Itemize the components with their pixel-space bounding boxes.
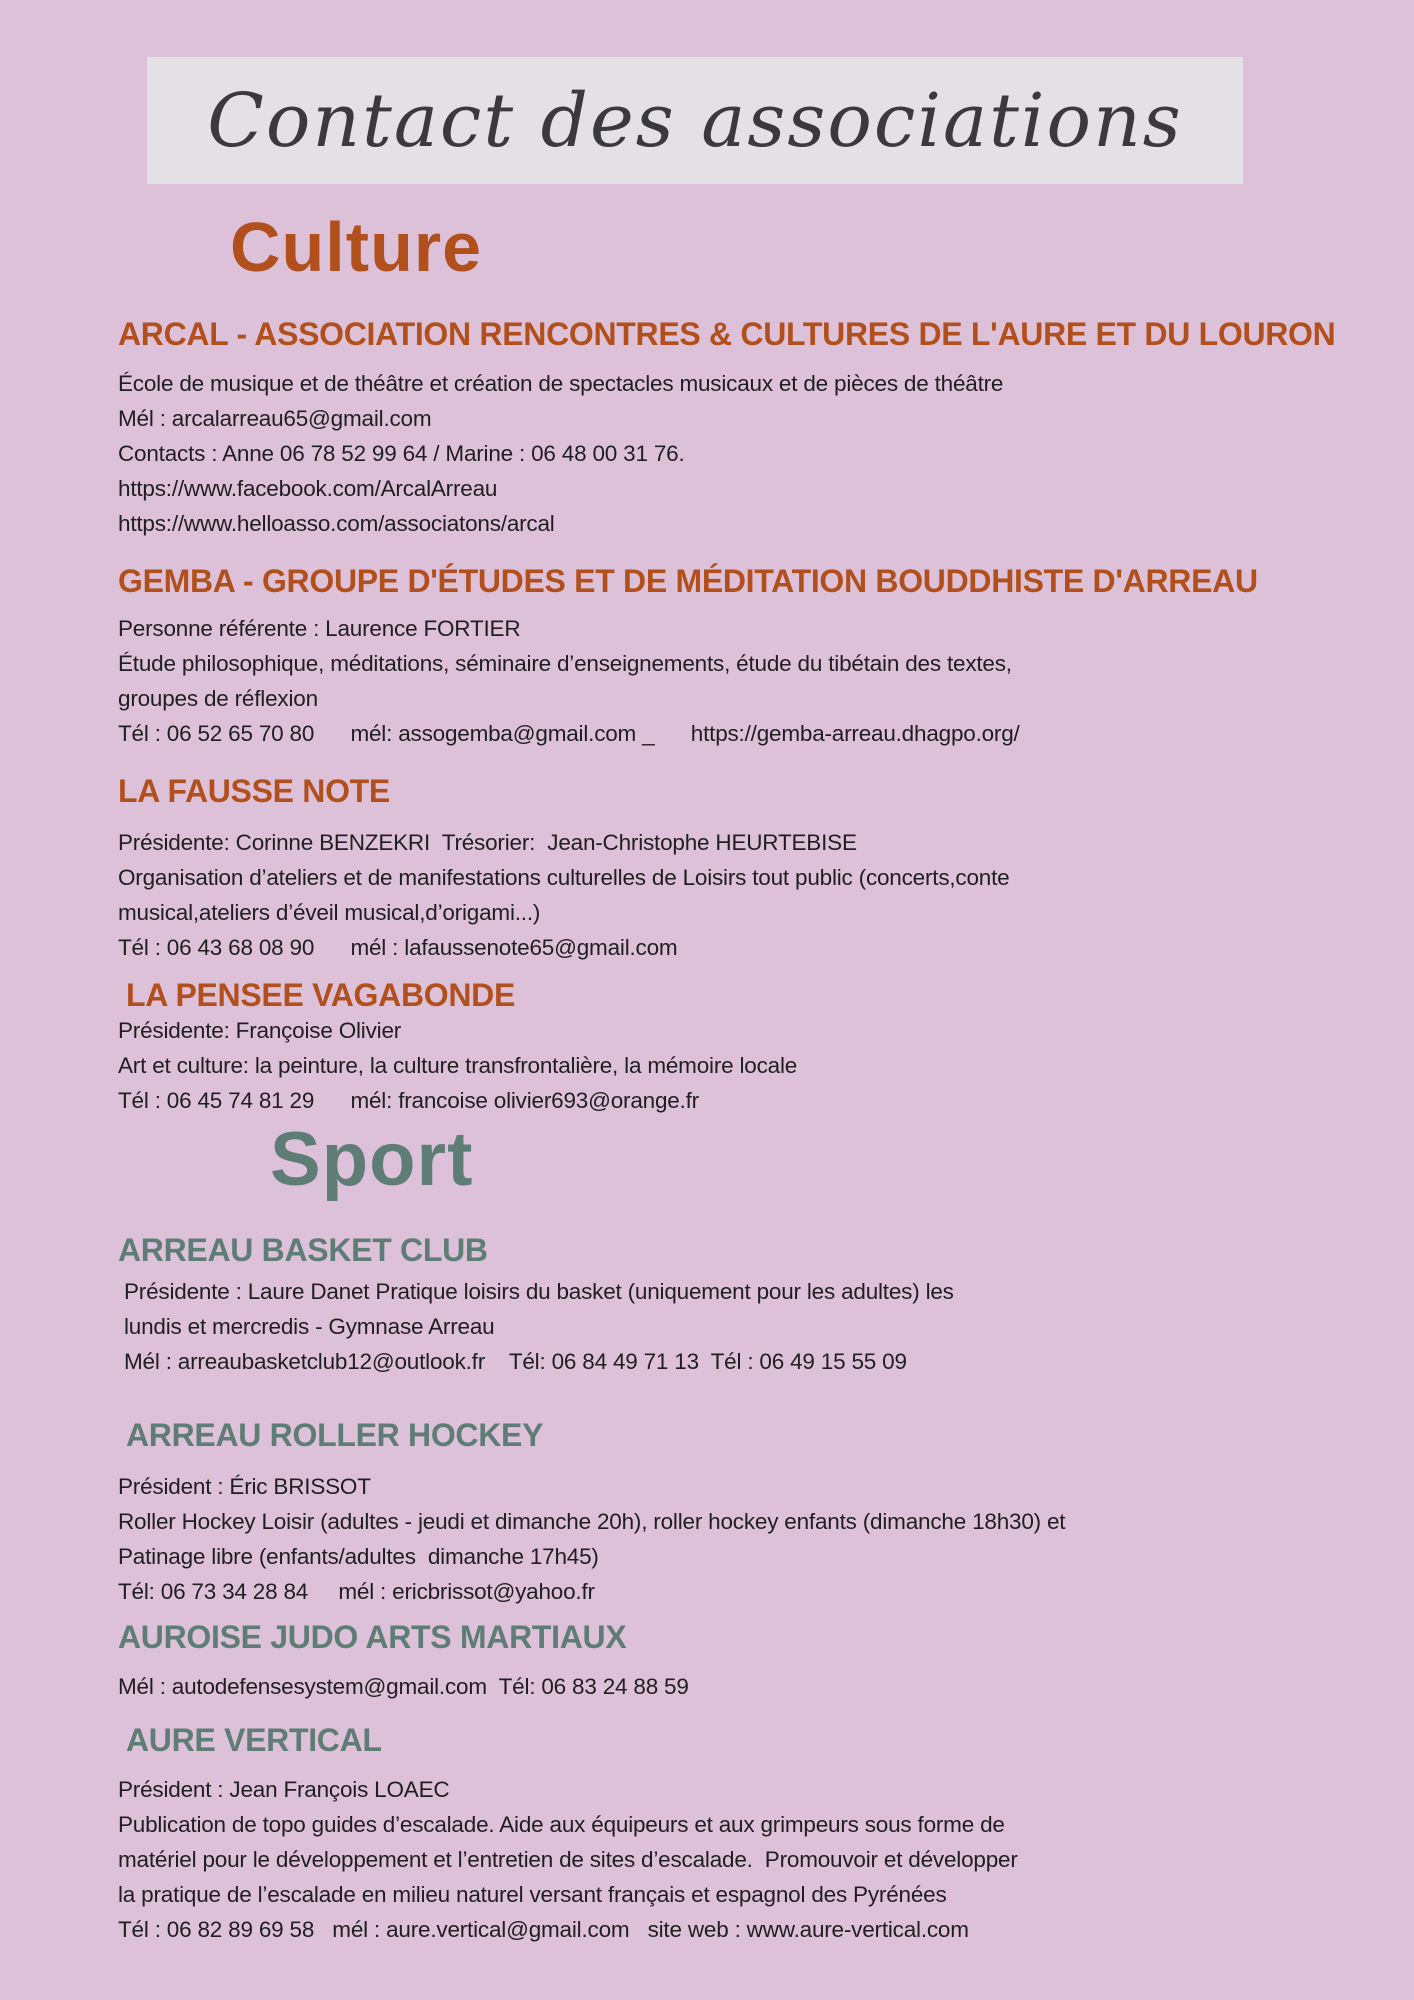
link-helloasso[interactable]: https://www.helloasso.com/associatons/arcal <box>118 511 555 536</box>
association-entry-la-fausse-note <box>118 773 1358 965</box>
association-details <box>118 366 1358 541</box>
association-phone-line: Contacts : Anne 06 78 52 99 64 / Marine : 06 48 00 31 76. <box>118 441 685 466</box>
section-culture <box>118 208 1358 1118</box>
section-sport <box>118 1117 1358 1947</box>
association-line: Président : Jean François LOAEC <box>118 1777 450 1802</box>
document-body <box>118 196 1358 1947</box>
association-line: Publication de topo guides d’escalade. Aide aux équipeurs et aux grimpeurs sous forme de <box>118 1812 1005 1837</box>
association-details <box>118 611 1358 751</box>
association-line: Organisation d’ateliers et de manifestations culturelles de Loisirs tout public (concerts,conte <box>118 865 1010 890</box>
association-entry-gemba <box>118 563 1358 751</box>
association-line: matériel pour le développement et l’entretien de sites d’escalade. Promouvoir et développer <box>118 1847 1018 1872</box>
association-details <box>118 1469 1358 1609</box>
association-name: AUROISE JUDO ARTS MARTIAUX <box>118 1619 627 1655</box>
association-name: ARREAU ROLLER HOCKEY <box>126 1417 544 1453</box>
section-title-sport: Sport <box>270 1117 474 1202</box>
association-entry-arreau-basket-club <box>118 1232 1358 1379</box>
association-line: Patinage libre (enfants/adultes dimanche 17h45) <box>118 1544 599 1569</box>
association-details <box>124 1274 1358 1379</box>
association-line: Roller Hockey Loisir (adultes - jeudi et dimanche 20h), roller hockey enfants (dimanche 18h30) et <box>118 1509 1066 1534</box>
association-line: la pratique de l’escalade en milieu naturel versant français et espagnol des Pyrénées <box>118 1882 947 1907</box>
association-entry-auroise-judo <box>118 1619 1358 1704</box>
association-line: Présidente: Françoise Olivier <box>118 1018 402 1043</box>
section-title-culture: Culture <box>230 208 482 286</box>
association-contact-line: Mél : autodefensesystem@gmail.com Tél: 06 83 24 88 59 <box>118 1674 689 1699</box>
association-line: École de musique et de théâtre et création de spectacles musicaux et de pièces de théâtre <box>118 371 1004 396</box>
association-entry-aure-vertical <box>118 1722 1358 1947</box>
association-line: Président : Éric BRISSOT <box>118 1474 371 1499</box>
association-entry-arreau-roller-hockey <box>118 1417 1358 1609</box>
association-line: lundis et mercredis - Gymnase Arreau <box>124 1314 495 1339</box>
association-name: GEMBA - GROUPE D'ÉTUDES ET DE MÉDITATION BOUDDHISTE D'ARREAU <box>118 563 1258 599</box>
association-entry-arcal <box>118 316 1358 541</box>
association-line: groupes de réflexion <box>118 686 318 711</box>
association-contact-line: Mél : arreaubasketclub12@outlook.fr Tél: 06 84 49 71 13 Tél : 06 49 15 55 09 <box>124 1349 907 1374</box>
association-line: Présidente : Laure Danet Pratique loisirs du basket (uniquement pour les adultes) les <box>124 1279 954 1304</box>
association-line: Personne référente : Laurence FORTIER <box>118 616 521 641</box>
association-line: Art et culture: la peinture, la culture transfrontalière, la mémoire locale <box>118 1053 798 1078</box>
association-line: Présidente: Corinne BENZEKRI Trésorier: Jean-Christophe HEURTEBISE <box>118 830 857 855</box>
association-entry-la-pensee-vagabonde <box>118 977 1358 1118</box>
association-contact-line[interactable]: Tél : 06 52 65 70 80 mél: assogemba@gmail.com _ https://gemba-arreau.dhagpo.org/ <box>118 721 1020 746</box>
association-name: AURE VERTICAL <box>126 1722 382 1758</box>
association-details <box>118 1669 1358 1704</box>
association-contact-line[interactable]: Tél : 06 82 89 69 58 mél : aure.vertical@gmail.com site web : www.aure-vertical.com <box>118 1917 969 1942</box>
association-line: Étude philosophique, méditations, séminaire d’enseignements, étude du tibétain des textes, <box>118 651 1012 676</box>
association-name: ARCAL - ASSOCIATION RENCONTRES & CULTURES DE L'AURE ET DU LOURON <box>118 316 1336 352</box>
association-email-line: Mél : arcalarreau65@gmail.com <box>118 406 432 431</box>
link-facebook[interactable]: https://www.facebook.com/ArcalArreau <box>118 476 498 501</box>
association-details <box>118 1772 1358 1947</box>
association-contact-line: Tél: 06 73 34 28 84 mél : ericbrissot@yahoo.fr <box>118 1579 595 1604</box>
association-details <box>118 1013 1358 1118</box>
page-title: Contact des associations <box>207 77 1183 164</box>
association-contact-line: Tél : 06 45 74 81 29 mél: francoise olivier693@orange.fr <box>118 1088 699 1113</box>
association-line: musical,ateliers d’éveil musical,d’origami...) <box>118 900 541 925</box>
association-details <box>118 825 1358 965</box>
association-contact-line: Tél : 06 43 68 08 90 mél : lafaussenote65@gmail.com <box>118 935 678 960</box>
association-name: ARREAU BASKET CLUB <box>118 1232 488 1268</box>
association-name: LA PENSEE VAGABONDE <box>126 977 516 1013</box>
association-name: LA FAUSSE NOTE <box>118 773 390 809</box>
title-banner <box>147 57 1243 184</box>
